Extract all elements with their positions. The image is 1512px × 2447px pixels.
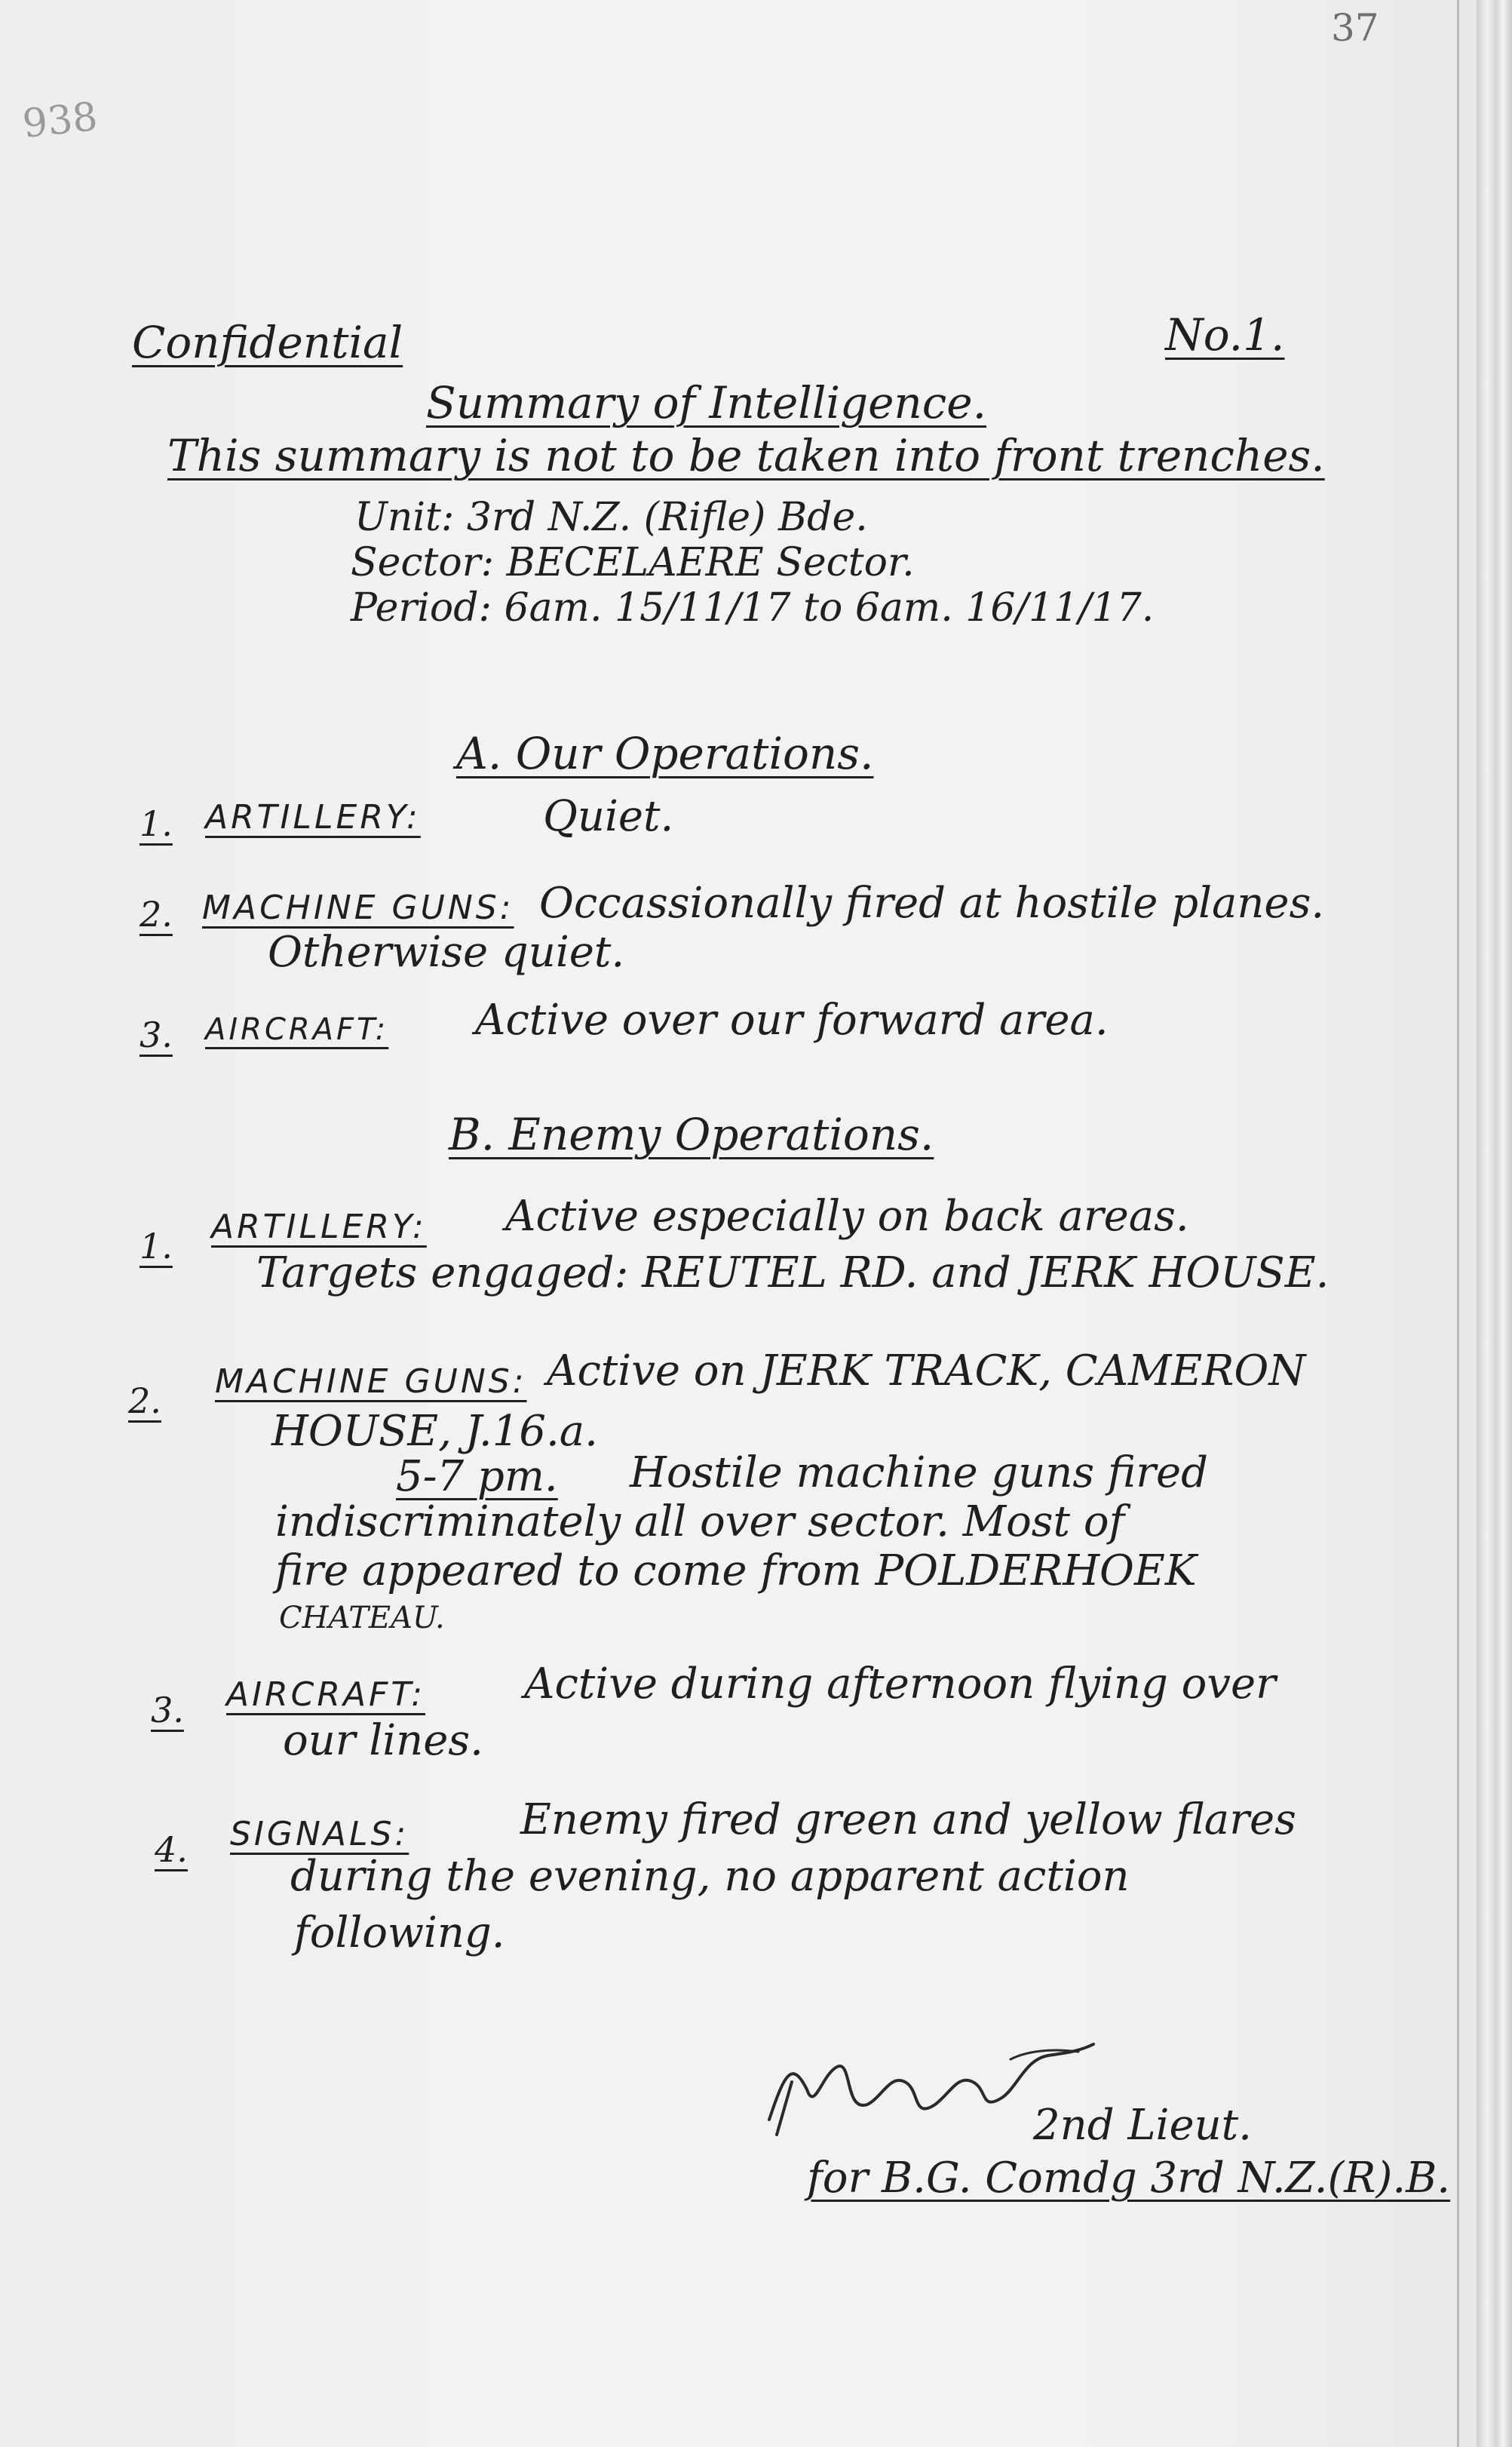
section-b-item-2-text-line-6: CHATEAU. — [279, 1601, 445, 1635]
section-a-title: A. Our Operations. — [456, 728, 874, 779]
folio-number-stamp: 938 — [20, 94, 100, 148]
section-b-item-2-text-line-5: fire appeared to come from POLDERHOEK — [275, 1546, 1197, 1595]
section-b-item-4-text-line-3: following. — [294, 1908, 505, 1957]
section-b-item-2-text-line-2: HOUSE, J.16.a. — [271, 1407, 598, 1456]
section-b-item-2-text-line-4: indiscriminately all over sector. Most of — [275, 1497, 1125, 1546]
section-b-item-4-label: SIGNALS: — [230, 1815, 409, 1853]
section-b-item-4-text-line-1: Enemy fired green and yellow flares — [520, 1795, 1296, 1844]
summary-number: No.1. — [1165, 309, 1285, 361]
section-b-item-2-text-line-3: Hostile machine guns fired — [630, 1448, 1209, 1497]
period-line: Period: 6am. 15/11/17 to 6am. 16/11/17. — [351, 585, 1155, 631]
page-binding-edge — [1477, 0, 1512, 2447]
unit-line: Unit: 3rd N.Z. (Rifle) Bde. — [354, 495, 868, 540]
section-b-item-2-number: 2. — [128, 1380, 161, 1421]
section-b-item-3-number: 3. — [151, 1690, 184, 1730]
section-a-item-1-text: Quiet. — [543, 792, 674, 841]
signatory-for-line: for B.G. Comdg 3rd N.Z.(R).B. — [807, 2154, 1451, 2203]
page-edge-line — [1457, 0, 1459, 2447]
section-b-title: B. Enemy Operations. — [449, 1109, 934, 1160]
section-a-item-3-label: AIRCRAFT: — [205, 1012, 389, 1047]
section-b-item-2-label: MACHINE GUNS: — [215, 1362, 527, 1401]
section-b-item-4-text-line-2: during the evening, no apparent action — [290, 1852, 1130, 1901]
section-a-item-2-text-line-2: Otherwise quiet. — [268, 928, 625, 977]
section-a-item-3-text: Active over our forward area. — [475, 996, 1109, 1045]
section-b-item-3-text-line-1: Active during afternoon flying over — [524, 1659, 1276, 1709]
handling-warning: This summary is not to be taken into front trenches. — [167, 430, 1325, 481]
section-b-item-1-label: ARTILLERY: — [211, 1208, 427, 1246]
section-b-item-2-time: 5-7 pm. — [396, 1452, 558, 1501]
section-a-item-1-number: 1. — [140, 803, 173, 844]
page-number-stamp: 37 — [1331, 6, 1379, 50]
confidential-label: Confidential — [132, 317, 403, 368]
section-b-item-4-number: 4. — [155, 1829, 188, 1870]
signatory-rank: 2nd Lieut. — [1033, 2101, 1252, 2150]
section-b-item-1-text-line-1: Active especially on back areas. — [505, 1192, 1189, 1241]
section-b-item-1-text-line-2: Targets engaged: REUTEL RD. and JERK HOUSE. — [256, 1248, 1330, 1297]
section-a-item-2-text-line-1: Occassionally fired at hostile planes. — [539, 879, 1325, 928]
section-b-item-2-text-line-1: Active on JERK TRACK, CAMERON — [547, 1346, 1306, 1395]
section-b-item-3-text-line-2: our lines. — [283, 1716, 483, 1765]
section-a-item-1-label: ARTILLERY: — [205, 798, 421, 837]
section-b-item-3-label: AIRCRAFT: — [226, 1675, 426, 1714]
document-title: Summary of Intelligence. — [426, 377, 987, 428]
section-b-item-1-number: 1. — [140, 1226, 173, 1266]
section-a-item-2-number: 2. — [140, 894, 173, 935]
section-a-item-2-label: MACHINE GUNS: — [202, 889, 514, 927]
section-a-item-3-number: 3. — [140, 1015, 173, 1055]
sector-line: Sector: BECELAERE Sector. — [351, 540, 915, 585]
